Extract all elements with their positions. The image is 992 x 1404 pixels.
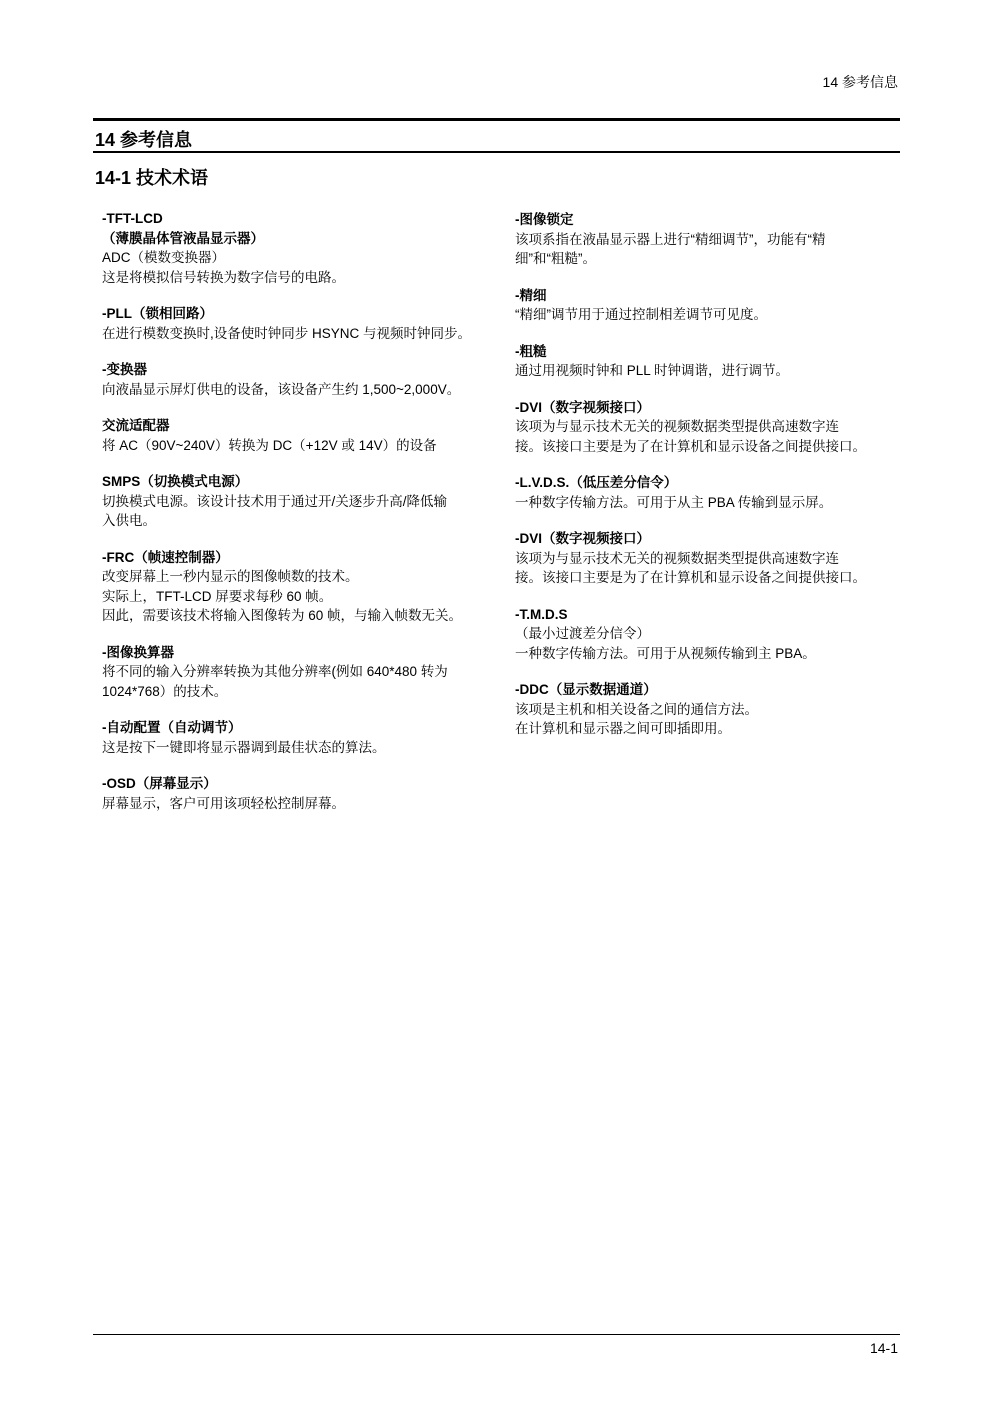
glossary-term: -变换器 xyxy=(102,362,147,377)
glossary-term: -OSD（屏幕显示） xyxy=(102,776,217,791)
glossary-entry-coarse xyxy=(515,342,907,381)
glossary-entry-image-scaler xyxy=(102,643,494,702)
glossary-description: 在计算机和显示器之间可即插即用。 xyxy=(515,721,731,736)
glossary-entry-auto-config xyxy=(102,718,494,757)
glossary-entry-frc xyxy=(102,548,494,626)
glossary-entry-fine xyxy=(515,286,907,325)
glossary-description: 一种数字传输方法。可用于从视频传输到主 PBA。 xyxy=(515,645,816,661)
glossary-description: 向液晶显示屏灯供电的设备，该设备产生约 1,500~2,000V。 xyxy=(102,381,461,397)
glossary-description: 屏幕显示，客户可用该项轻松控制屏幕。 xyxy=(102,795,345,811)
glossary-term: -TFT-LCD xyxy=(102,211,163,226)
glossary-description: 在进行模数变换时,设备使时钟同步 HSYNC 与视频时钟同步。 xyxy=(102,325,472,341)
glossary-term: -精细 xyxy=(515,287,547,303)
glossary-term: -FRC（帧速控制器） xyxy=(102,549,229,565)
page-number: 14-1 xyxy=(869,1340,898,1356)
glossary-entry-dvi-2 xyxy=(515,529,907,588)
glossary-entry-lvds xyxy=(515,473,907,512)
glossary-entry-image-lock xyxy=(515,210,907,269)
footer-rule xyxy=(93,1334,900,1335)
glossary-entry-inverter xyxy=(102,360,494,399)
glossary-description: 将 AC（90V~240V）转换为 DC（+12V 或 14V）的设备 xyxy=(102,437,437,453)
glossary-description: 将不同的输入分辨率转换为其他分辨率(例如 640*480 转为 xyxy=(102,664,448,679)
glossary-description: 该项是主机和相关设备之间的通信方法。 xyxy=(515,701,758,717)
section-title: 14-1 技术术语 xyxy=(95,168,209,188)
glossary-term: -PLL（锁相回路） xyxy=(102,306,213,321)
glossary-term: -T.M.D.S xyxy=(515,606,568,622)
right-column xyxy=(515,210,907,756)
glossary-term: -DDC（显示数据通道） xyxy=(515,682,657,697)
glossary-entry-pll xyxy=(102,304,494,343)
glossary-term: -图像锁定 xyxy=(515,212,574,227)
glossary-description: （最小过渡差分信令） xyxy=(515,626,650,641)
glossary-description: 改变屏幕上一秒内显示的图像帧数的技术。 xyxy=(102,569,359,584)
glossary-term: 交流适配器 xyxy=(102,418,170,433)
left-column xyxy=(102,209,494,830)
glossary-description: 该项为与显示技术无关的视频数据类型提供高速数字连 xyxy=(515,550,839,566)
glossary-entry-osd xyxy=(102,774,494,813)
glossary-term: -自动配置（自动调节） xyxy=(102,720,242,735)
glossary-description: 接。该接口主要是为了在计算机和显示设备之间提供接口。 xyxy=(515,438,866,454)
glossary-description: 细”和“粗糙”。 xyxy=(515,251,596,266)
glossary-term: -图像换算器 xyxy=(102,644,174,660)
glossary-description: 该项为与显示技术无关的视频数据类型提供高速数字连 xyxy=(515,419,839,434)
glossary-description: ADC（模数变换器） xyxy=(102,250,226,265)
glossary-description: 一种数字传输方法。可用于从主 PBA 传输到显示屏。 xyxy=(515,494,833,510)
title-rule xyxy=(93,151,900,153)
glossary-description: 入供电。 xyxy=(102,513,156,528)
glossary-description: 这是将模拟信号转换为数字信号的电路。 xyxy=(102,269,345,285)
glossary-entry-tft-lcd xyxy=(102,209,494,287)
header-rule xyxy=(93,118,900,121)
glossary-description: “精细”调节用于通过控制相差调节可见度。 xyxy=(515,307,767,322)
glossary-description: 1024*768）的技术。 xyxy=(102,683,228,699)
glossary-term-subtitle: （薄膜晶体管液晶显示器） xyxy=(102,230,264,246)
glossary-term: SMPS（切换模式电源） xyxy=(102,474,249,489)
glossary-term: -DVI（数字视频接口） xyxy=(515,531,650,546)
glossary-entry-tmds xyxy=(515,605,907,664)
glossary-description: 这是按下一键即将显示器调到最佳状态的算法。 xyxy=(102,739,386,755)
glossary-term: -DVI（数字视频接口） xyxy=(515,399,650,415)
running-header: 14 参考信息 xyxy=(822,74,898,90)
glossary-description: 因此，需要该技术将输入图像转为 60 帧，与输入帧数无关。 xyxy=(102,608,463,623)
glossary-term: -粗糙 xyxy=(515,343,547,359)
chapter-title: 14 参考信息 xyxy=(95,130,193,150)
glossary-description: 通过用视频时钟和 PLL 时钟调谐，进行调节。 xyxy=(515,363,790,378)
glossary-entry-dvi xyxy=(515,398,907,457)
glossary-entry-ac-adapter xyxy=(102,416,494,455)
glossary-term: -L.V.D.S.（低压差分信令） xyxy=(515,475,678,490)
glossary-description: 切换模式电源。该设计技术用于通过开/关逐步升高/降低输 xyxy=(102,493,448,509)
glossary-entry-ddc xyxy=(515,680,907,739)
glossary-entry-smps xyxy=(102,472,494,531)
glossary-description: 接。该接口主要是为了在计算机和显示设备之间提供接口。 xyxy=(515,570,866,585)
glossary-description: 实际上，TFT-LCD 屏要求每秒 60 帧。 xyxy=(102,588,333,604)
glossary-description: 该项系指在液晶显示器上进行“精细调节”，功能有“精 xyxy=(515,231,826,247)
